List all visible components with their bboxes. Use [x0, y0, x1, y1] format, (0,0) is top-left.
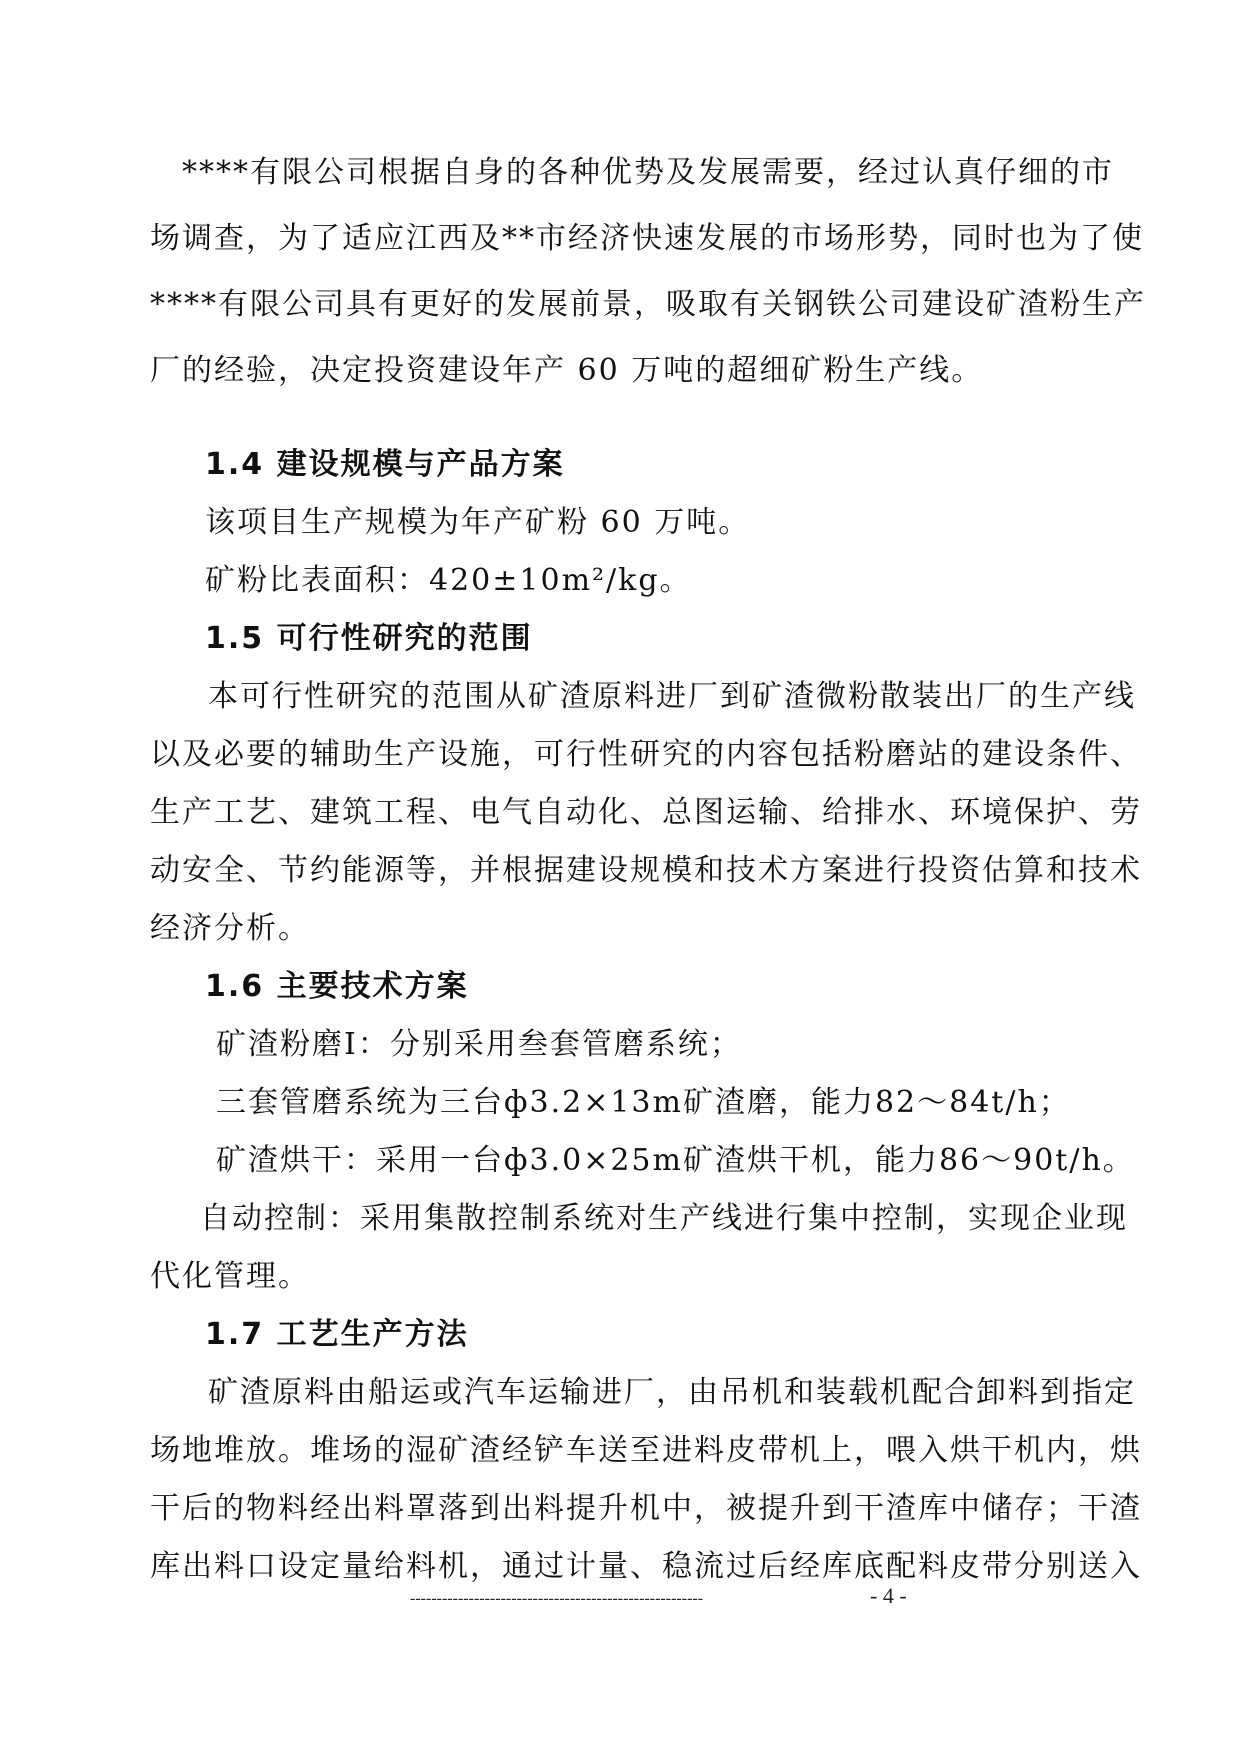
s17-line-3: 干后的物料经出料罩落到出料提升机中，被提升到干渣库中储存；干渣: [150, 1491, 1142, 1526]
s16-line-3: 矿渣烘干：采用一台ф3.0×25m矿渣烘干机，能力86～90t/h。: [216, 1143, 1135, 1178]
s14-line-1: 该项目生产规模为年产矿粉 60 万吨。: [205, 505, 751, 540]
intro-line-4: 厂的经验，决定投资建设年产 60 万吨的超细矿粉生产线。: [150, 353, 984, 388]
page-number: - 4 -: [870, 1583, 907, 1608]
s15-line-1: 本可行性研究的范围从矿渣原料进厂到矿渣微粉散装出厂的生产线: [208, 679, 1136, 714]
s14-line-2: 矿粉比表面积：420±10m²/kg。: [205, 563, 692, 598]
s15-line-3: 生产工艺、建筑工程、电气自动化、总图运输、给排水、环境保护、劳: [150, 795, 1142, 830]
intro-line-2: 场调查，为了适应江西及**市经济快速发展的市场形势，同时也为了使: [150, 221, 1144, 256]
s17-line-4: 库出料口设定量给料机，通过计量、稳流过后经库底配料皮带分别送入: [150, 1549, 1142, 1584]
section-1-7-heading: 1.7 工艺生产方法: [205, 1317, 469, 1352]
footer-rule: -------------------------------------------------------: [410, 1590, 704, 1607]
s17-line-2: 场地堆放。堆场的湿矿渣经铲车送至进料皮带机上，喂入烘干机内，烘: [150, 1433, 1142, 1468]
section-1-4-heading: 1.4 建设规模与产品方案: [205, 447, 565, 482]
section-1-5-heading: 1.5 可行性研究的范围: [205, 621, 533, 656]
s16-line-5: 代化管理。: [150, 1259, 310, 1294]
intro-line-3: ****有限公司具有更好的发展前景，吸取有关钢铁公司建设矿渣粉生产: [150, 287, 1146, 322]
s15-line-2: 以及必要的辅助生产设施，可行性研究的内容包括粉磨站的建设条件、: [150, 737, 1142, 772]
section-1-6-heading: 1.6 主要技术方案: [205, 969, 469, 1004]
s16-line-2: 三套管磨系统为三台ф3.2×13m矿渣磨，能力82～84t/h；: [216, 1085, 1071, 1120]
intro-line-1: ****有限公司根据自身的各种优势及发展需要，经过认真仔细的市: [182, 155, 1114, 190]
s16-line-4: 自动控制：采用集散控制系统对生产线进行集中控制，实现企业现: [200, 1201, 1128, 1236]
s17-line-1: 矿渣原料由船运或汽车运输进厂，由吊机和装载机配合卸料到指定: [208, 1375, 1136, 1410]
s15-line-5: 经济分析。: [150, 911, 310, 946]
s15-line-4: 动安全、节约能源等，并根据建设规模和技术方案进行投资估算和技术: [150, 853, 1142, 888]
s16-line-1: 矿渣粉磨I：分别采用叁套管磨系统；: [216, 1027, 742, 1062]
